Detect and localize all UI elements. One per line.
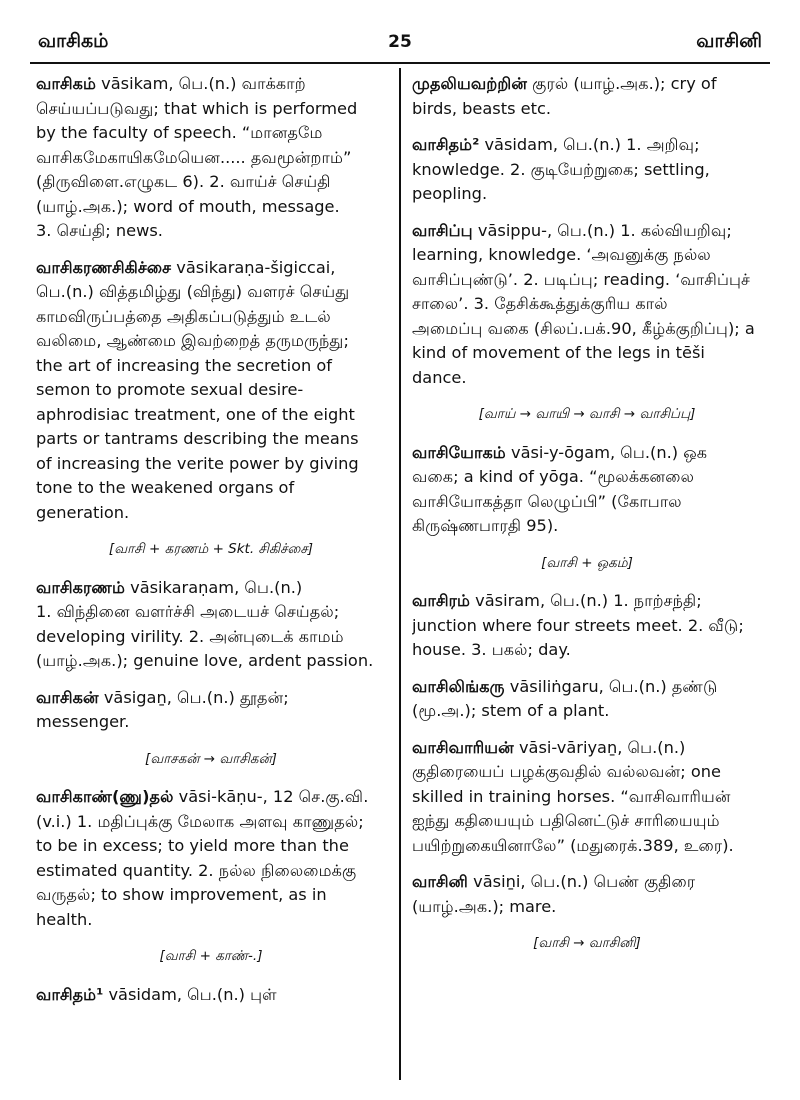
- etymology-note: [வாசகன் → வாசிகன்]: [145, 750, 277, 767]
- dictionary-entry: [36, 983, 386, 1008]
- entry-line: பயிற்றுகையினாலே” (மதுரைக்.389, உரை).: [412, 835, 734, 855]
- entry-line: கிருஷ்ணபாரதி 95).: [412, 516, 559, 535]
- entry-line: birds, beasts etc.: [412, 98, 552, 118]
- entry-headline: வாசினி vāsiṉi, பெ.(n.) பெண் குதிரை: [412, 872, 696, 891]
- etymology-note: [வாய் → வாயி → வாசி → வாசிப்பு]: [478, 406, 696, 422]
- page-header: [30, 26, 770, 64]
- entry-headline: வாசிகம் vāsikam, பெ.(n.) வாக்காற்: [36, 74, 306, 93]
- entry-line: வகை; a kind of yōga. “மூலக்கனலை: [412, 467, 695, 486]
- dictionary-entry: [412, 219, 762, 391]
- entry-line: வாசிகமேகாயிகமேயென..... தவமூன்றாம்”: [36, 147, 352, 167]
- entry-line: peopling.: [412, 184, 488, 203]
- entry-headline: வாசிவாரியன் vāsi-vāriyaṉ, பெ.(n.): [412, 737, 686, 757]
- entry-line: ஐந்து கதியையும் பதினெட்டுச் சாரியையும்: [412, 811, 720, 830]
- dictionary-entry: [412, 736, 762, 859]
- headword: வாசிப்பு: [412, 220, 473, 240]
- entry-headline: வாசியோகம் vāsi-y-ōgam, பெ.(n.) ஒக: [412, 442, 708, 462]
- dictionary-entry: [412, 441, 762, 539]
- dictionary-entry: [36, 686, 386, 735]
- entry-headline: வாசிகன் vāsigaṉ, பெ.(n.) தூதன்;: [36, 687, 289, 707]
- entry-headline: வாசிகரணசிகிச்சை vāsikaraṇa-šigiccai,: [36, 257, 336, 277]
- dictionary-entry: [36, 256, 386, 526]
- page-number: 25: [388, 32, 412, 52]
- headword: வாசிதம்¹: [36, 984, 104, 1004]
- column-divider: [399, 68, 401, 1080]
- entry-line: the art of increasing the secretion of: [36, 355, 332, 375]
- dictionary-entry: [36, 785, 386, 932]
- entry-headline: வாசிகரணம் vāsikaraṇam, பெ.(n.): [36, 577, 303, 597]
- dictionary-entry: [36, 72, 386, 244]
- headword: முதலியவற்றின்: [412, 74, 528, 93]
- entry-headline: முதலியவற்றின் குரல் (யாழ்.அக.); cry of: [412, 74, 717, 93]
- entry-headline: வாசிரம் vāsiram, பெ.(n.) 1. நாற்சந்தி;: [412, 591, 702, 610]
- entry-line: (யாழ்.அக.); genuine love, ardent passion.: [36, 651, 374, 670]
- entry-line: messenger.: [36, 712, 130, 731]
- dictionary-entry: [412, 133, 762, 207]
- entry-line: learning, knowledge. ‘அவனுக்கு நல்ல: [412, 245, 711, 264]
- entry-line: kind of movement of the legs in tēši: [412, 343, 705, 362]
- headword: வாசிகரணம்: [36, 577, 125, 597]
- entry-line: காமவிருப்பத்தை அதிகப்படுத்தும் உடல்: [36, 306, 331, 326]
- headword: வாசிகாண்(ணு)தல்: [36, 787, 174, 806]
- header-guide-word-right: வாசினி: [696, 30, 762, 52]
- dictionary-entry: [412, 675, 762, 724]
- entry-line: 3. செய்தி; news.: [36, 221, 163, 240]
- left-column: [36, 72, 386, 1019]
- headword: வாசிகன்: [36, 687, 99, 707]
- entry-line: developing virility. 2. அன்புடைக் காமம்: [36, 626, 344, 646]
- entry-line: knowledge. 2. குடியேற்றுகை; settling,: [412, 159, 710, 179]
- right-column: [412, 72, 762, 970]
- etymology-note: [வாசி + கரணம் + Skt. சிகிச்சை]: [108, 541, 314, 557]
- headword: வாசினி: [412, 872, 468, 891]
- entry-line: வாசியோகத்தா லெழுப்பி” (கோபால: [412, 491, 682, 511]
- entry-line: வலிமை, ஆண்மை இவற்றைத் தருமருந்து;: [36, 331, 349, 350]
- entry-line: dance.: [412, 367, 467, 387]
- entry-line: பெ.(n.) வித்தமிழ்து (விந்து) வளரச் செய்து: [36, 282, 350, 301]
- etymology-note: [வாசி → வாசினி]: [533, 935, 641, 951]
- entry-line: health.: [36, 909, 93, 929]
- entry-line: generation.: [36, 502, 130, 522]
- entry-headline: வாசிதம்² vāsidam, பெ.(n.) 1. அறிவு;: [412, 135, 700, 154]
- entry-line: அமைப்பு வகை (சிலப்.பக்.90, கீழ்க்குறிப்பு); a: [412, 318, 755, 338]
- etymology-note: [வாசி + ஒகம்]: [541, 554, 633, 571]
- entry-line: (யாழ்.அக.); mare.: [412, 896, 557, 916]
- etymology-note: [வாசி + காண்-.]: [159, 948, 263, 964]
- entry-headline: வாசிப்பு vāsippu-, பெ.(n.) 1. கல்வியறிவு;: [412, 220, 732, 240]
- entry-line: வருதல்; to show improvement, as in: [36, 885, 327, 904]
- headword: வாசிதம்²: [412, 135, 480, 154]
- headword: வாசிரம்: [412, 591, 471, 610]
- dictionary-entry: [36, 576, 386, 674]
- entry-line: (v.i.) 1. மதிப்புக்கு மேலாக அளவு காணுதல்;: [36, 811, 364, 831]
- entry-headline: வாசிலிங்கரு vāsiliṅgaru, பெ.(n.) தண்டு: [412, 676, 718, 696]
- entry-line: skilled in training horses. “வாசிவாரியன்: [412, 786, 731, 806]
- headword: வாசிகம்: [36, 74, 97, 93]
- entry-headline: வாசிகாண்(ணு)தல் vāsi-kāṇu-, 12 செ.கு.வி.: [36, 787, 369, 806]
- entry-line: tone to the weakened organs of: [36, 478, 295, 497]
- entry-line: aphrodisiac treatment, one of the eight: [36, 404, 355, 424]
- entry-line: house. 3. பகல்; day.: [412, 640, 571, 659]
- headword: வாசிகரணசிகிச்சை: [36, 257, 172, 277]
- entry-line: வாசிப்புண்டு’. 2. படிப்பு; reading. ‘வாசிப்புச்: [412, 269, 751, 289]
- entry-headline: வாசிதம்¹ vāsidam, பெ.(n.) புள்: [36, 984, 277, 1004]
- entry-line: (மூ.அ.); stem of a plant.: [412, 701, 610, 720]
- entry-line: 1. விந்தினை வளர்ச்சி அடையச் செய்தல்;: [36, 602, 340, 621]
- entry-line: (யாழ்.அக.); word of mouth, message.: [36, 196, 340, 216]
- headword: வாசிலிங்கரு: [412, 676, 505, 696]
- dictionary-entry: [412, 589, 762, 663]
- entry-line: estimated quantity. 2. நல்ல நிலைமைக்கு: [36, 860, 357, 880]
- dictionary-entry: [412, 72, 762, 121]
- entry-line: semon to promote sexual desire-: [36, 380, 304, 399]
- entry-line: செய்யப்படுவது; that which is performed: [36, 98, 358, 118]
- dictionary-entry: [412, 870, 762, 919]
- entry-line: (திருவிளை.எழுகட 6). 2. வாய்ச் செய்தி: [36, 172, 331, 191]
- entry-line: of increasing the verite power by giving: [36, 453, 359, 473]
- entry-line: to be in excess; to yield more than the: [36, 836, 349, 855]
- entry-line: சாலை’. 3. தேசிக்கூத்துக்குரிய கால்: [412, 294, 668, 313]
- entry-line: parts or tantrams describing the means: [36, 429, 359, 448]
- header-guide-word-left: வாசிகம்: [38, 30, 109, 52]
- headword: வாசியோகம்: [412, 442, 506, 462]
- entry-line: by the faculty of speech. “மானதமே: [36, 123, 323, 142]
- entry-line: junction where four streets meet. 2. வீடு;: [412, 615, 744, 635]
- headword: வாசிவாரியன்: [412, 737, 514, 757]
- entry-line: குதிரையைப் பழக்குவதில் வல்லவன்; one: [412, 762, 721, 781]
